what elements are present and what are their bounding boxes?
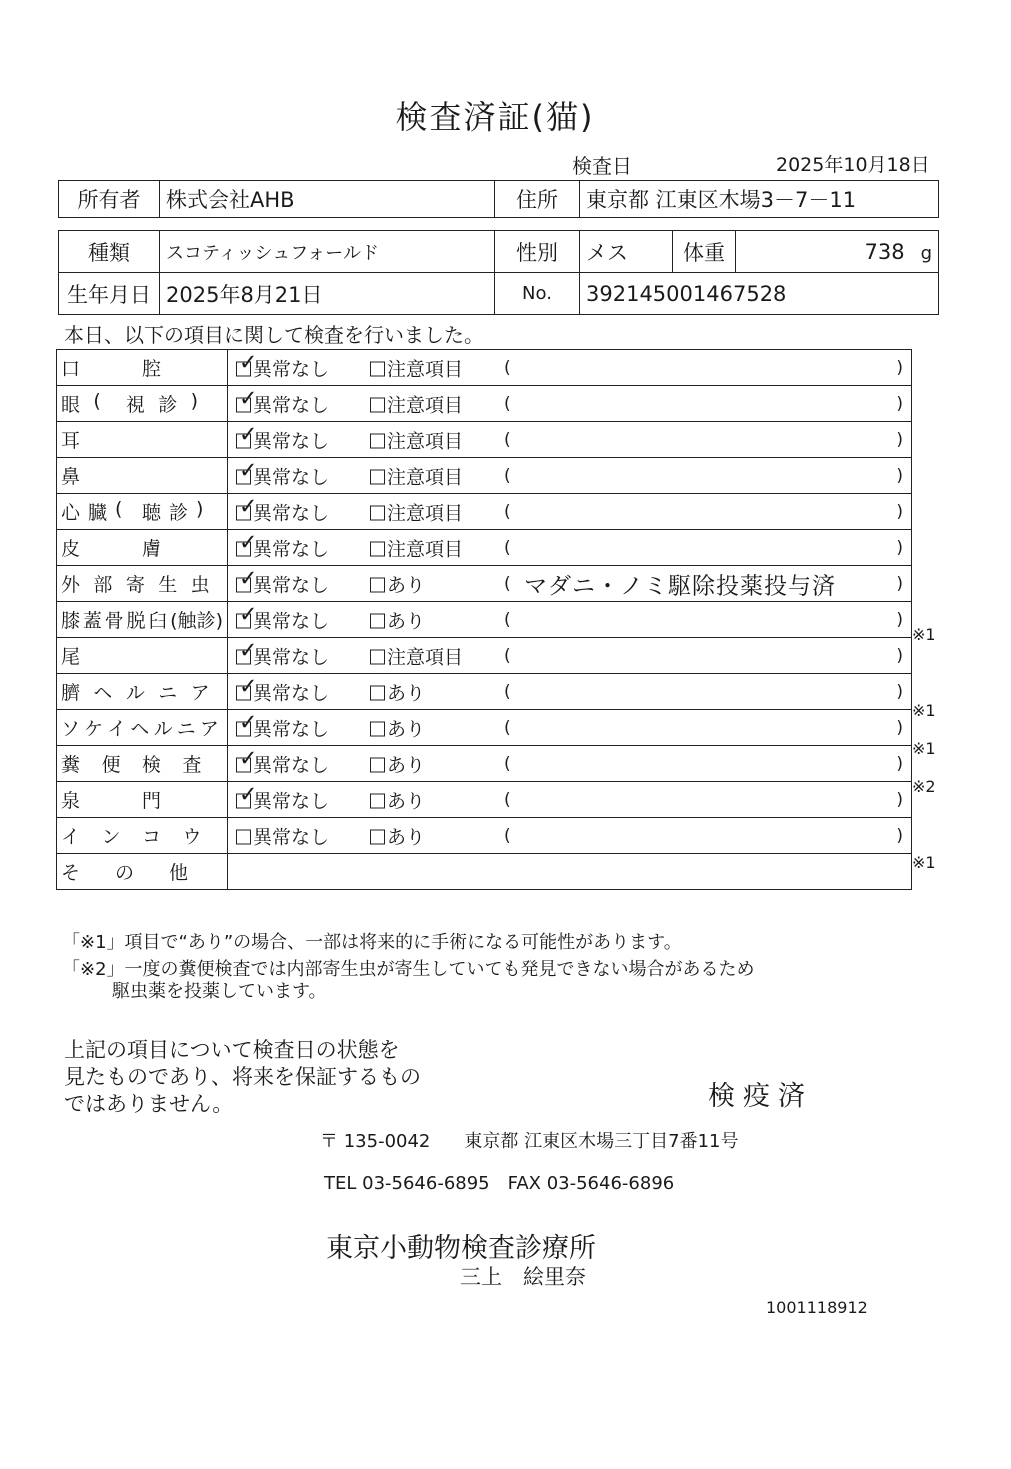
checkbox-icon [370, 685, 385, 700]
close-paren: ) [896, 393, 903, 414]
check-mark-icon: ✓ [239, 494, 258, 519]
no-abnormality-checkbox[interactable] [236, 674, 330, 705]
checkbox-icon [370, 469, 385, 484]
pet-table [58, 230, 939, 315]
dob-label: 生年月日 [59, 273, 160, 315]
document-number: 1001118912 [766, 1298, 868, 1317]
item-name-part: ) [190, 390, 199, 412]
footnote-marker: ※1 [912, 624, 936, 644]
item-name-part: ニ [176, 718, 196, 740]
inspection-row [57, 782, 912, 818]
option-label: 注意項目 [387, 502, 464, 524]
close-paren: ) [896, 357, 903, 378]
inspection-date: 2025年10月18日 [776, 154, 930, 176]
item-name-part: コ [142, 826, 162, 848]
close-paren: ) [896, 789, 903, 810]
option-label: 異常なし [253, 826, 330, 848]
check-mark-icon: ✓ [239, 566, 258, 591]
breed-label: 種類 [59, 231, 160, 273]
close-paren: ) [896, 609, 903, 630]
clinic-fax: FAX 03-5646-6896 [507, 1173, 675, 1194]
item-result-cell [228, 674, 912, 710]
close-paren: ) [896, 537, 903, 558]
item-name-part: 泉 [61, 790, 81, 812]
item-name-part: 臓 [88, 502, 108, 524]
option-label: 注意項目 [387, 466, 464, 488]
checkbox-icon [370, 505, 385, 520]
option-label: 異常なし [253, 790, 330, 812]
inspection-row [57, 386, 912, 422]
item-name-part: 耳 [61, 430, 81, 452]
no-abnormality-checkbox[interactable] [236, 822, 329, 849]
open-paren: ( [504, 573, 511, 594]
quarantine-stamp: 検疫済 [708, 1081, 813, 1112]
option-label: 注意項目 [387, 394, 464, 416]
close-paren: ) [896, 681, 903, 702]
item-name-part: ソ [61, 718, 81, 740]
item-name-part: 蓋 [82, 610, 102, 632]
weight-cell [736, 231, 939, 273]
inspection-date-label: 検査日 [572, 154, 632, 178]
item-name-part: (触 [170, 610, 197, 632]
item-name-part: 鼻 [61, 466, 81, 488]
finding-checkbox[interactable] [370, 426, 463, 453]
open-paren: ( [504, 357, 511, 378]
item-name-part: ) [196, 498, 204, 520]
finding-checkbox[interactable] [370, 642, 463, 669]
footnote-marker: ※1 [912, 853, 936, 873]
footnote-marker: ※1 [912, 700, 936, 720]
item-result-cell [228, 602, 912, 638]
check-mark-icon: ✓ [239, 674, 258, 699]
checkbox-icon [236, 350, 258, 376]
inspection-row [57, 818, 912, 854]
item-name-part: 膚 [142, 538, 162, 560]
clinic-phone-line [324, 1173, 674, 1194]
breed-value: スコティッシュフォールド [160, 231, 495, 273]
checkbox-icon [370, 397, 385, 412]
clinic-tel: TEL 03-5646-6895 [324, 1173, 490, 1194]
item-name-cell [57, 530, 228, 566]
weight-value: 738 [864, 239, 905, 264]
item-name-part: 診 [158, 394, 178, 416]
option-label: 注意項目 [387, 430, 464, 452]
item-name-part: 脱 [126, 610, 146, 632]
finding-checkbox[interactable] [370, 750, 425, 777]
option-label: 異常なし [253, 358, 330, 380]
option-label: 異常なし [253, 574, 330, 596]
item-name-part: 糞 [61, 754, 81, 776]
inspection-row [57, 602, 912, 638]
item-name-cell [57, 494, 228, 530]
item-name-part: イ [61, 826, 81, 848]
no-abnormality-checkbox[interactable] [236, 746, 330, 777]
option-label: あり [387, 790, 426, 812]
check-mark-icon: ✓ [239, 782, 258, 807]
item-result-cell [228, 350, 912, 386]
close-paren: ) [896, 429, 903, 450]
open-paren: ( [504, 789, 511, 810]
footnote-2-line1: 「※2」一度の糞便検査では内部寄生虫が寄生していても発見できない場合があるため [62, 959, 755, 980]
option-label: 異常なし [253, 394, 330, 416]
item-name-part: 他 [169, 862, 189, 884]
sex-label: 性別 [495, 231, 580, 273]
item-name-part: 皮 [61, 538, 81, 560]
item-name-part: ル [153, 718, 173, 740]
weight-unit: g [920, 242, 932, 264]
item-result-cell [228, 782, 912, 818]
no-abnormality-checkbox[interactable] [236, 386, 330, 417]
inspection-items-table [56, 349, 912, 890]
checkbox-icon [370, 361, 385, 376]
item-name-part: 口 [61, 358, 81, 380]
open-paren: ( [504, 753, 511, 774]
item-name-cell [57, 782, 228, 818]
check-mark-icon: ✓ [239, 746, 258, 771]
open-paren: ( [504, 717, 511, 738]
open-paren: ( [504, 681, 511, 702]
open-paren: ( [504, 393, 511, 414]
checkbox-icon [370, 613, 385, 628]
option-label: あり [387, 574, 426, 596]
no-value: 392145001467528 [580, 273, 939, 315]
item-name-part: 腔 [142, 358, 162, 380]
item-name-part: 部 [93, 574, 113, 596]
item-name-part: 門 [142, 790, 162, 812]
open-paren: ( [504, 825, 511, 846]
finding-checkbox[interactable] [370, 714, 425, 741]
item-name-cell [57, 458, 228, 494]
option-label: あり [387, 718, 426, 740]
item-result-cell [228, 422, 912, 458]
checkbox-icon [370, 793, 385, 808]
inspection-row [57, 566, 912, 602]
check-mark-icon: ✓ [239, 350, 258, 375]
footnote-2-line2: 駆虫薬を投薬しています。 [112, 981, 327, 1002]
inspection-row [57, 494, 912, 530]
item-name-part: 膝 [61, 610, 81, 632]
close-paren: ) [896, 573, 903, 594]
close-paren: ) [896, 753, 903, 774]
item-name-part: 視 [125, 394, 145, 416]
checkbox-icon [236, 829, 251, 844]
checkbox-icon [370, 757, 385, 772]
dob-value: 2025年8月21日 [160, 273, 495, 315]
disclaimer-line2: 見たものであり、将来を保証するもの [64, 1065, 421, 1089]
option-label: あり [387, 754, 426, 776]
item-name-part: イ [107, 718, 127, 740]
open-paren: ( [504, 645, 511, 666]
finding-checkbox[interactable] [370, 606, 425, 633]
option-label: 異常なし [253, 502, 330, 524]
check-mark-icon: ✓ [239, 710, 258, 735]
item-name-cell [57, 818, 228, 854]
option-label: 異常なし [253, 718, 330, 740]
inspection-row [57, 422, 912, 458]
item-result-cell [228, 566, 912, 602]
close-paren: ) [896, 501, 903, 522]
inspection-row [57, 638, 912, 674]
item-result-cell [228, 386, 912, 422]
item-name-part: 診 [169, 502, 189, 524]
checkbox-icon [370, 433, 385, 448]
no-abnormality-checkbox[interactable] [236, 530, 330, 561]
no-abnormality-checkbox[interactable] [236, 422, 330, 453]
item-name-cell [57, 350, 228, 386]
option-label: 異常なし [253, 430, 330, 452]
checkbox-icon [370, 577, 385, 592]
item-result-cell [228, 710, 912, 746]
finding-checkbox[interactable] [370, 498, 463, 525]
item-name-cell [57, 386, 228, 422]
no-abnormality-checkbox[interactable] [236, 350, 330, 381]
item-name-part: ア [190, 682, 210, 704]
item-name-part: 心 [61, 502, 81, 524]
item-name-cell [57, 746, 228, 782]
item-name-part: 骨 [104, 610, 124, 632]
open-paren: ( [504, 609, 511, 630]
checkbox-icon [236, 782, 258, 808]
no-label: No. [495, 273, 580, 315]
item-result-cell [228, 638, 912, 674]
item-name-cell [57, 674, 228, 710]
item-result-cell [228, 494, 912, 530]
item-name-part: ア [199, 718, 219, 740]
disclaimer-line1: 上記の項目について検査日の状態を [64, 1038, 400, 1062]
finding-checkbox[interactable] [370, 822, 425, 849]
close-paren: ) [896, 645, 903, 666]
item-result-cell [228, 530, 912, 566]
checkbox-icon [370, 721, 385, 736]
option-label: 異常なし [253, 466, 330, 488]
item-name-part: 尾 [61, 646, 81, 668]
open-paren: ( [504, 537, 511, 558]
option-label: あり [387, 826, 426, 848]
item-note: マダニ・ノミ駆除投薬投与済 [524, 573, 836, 599]
item-name-part: 臼 [148, 610, 168, 632]
item-name-cell [57, 566, 228, 602]
item-name-part: ヘ [130, 718, 150, 740]
option-label: 注意項目 [387, 538, 464, 560]
checkbox-icon [236, 422, 258, 448]
item-name-cell [57, 710, 228, 746]
checkbox-icon [236, 746, 258, 772]
item-name-part: 聴 [142, 502, 162, 524]
clinic-address: 東京都 江東区木場三丁目7番11号 [464, 1131, 739, 1152]
check-mark-icon: ✓ [239, 458, 258, 483]
option-label: 注意項目 [387, 358, 464, 380]
item-name-cell [57, 854, 228, 890]
checkbox-icon [236, 458, 258, 484]
footnote-marker: ※1 [912, 739, 936, 758]
checkbox-icon [236, 674, 258, 700]
item-name-part: ケ [84, 718, 104, 740]
inspection-row-other [57, 854, 912, 890]
inspection-row [57, 350, 912, 386]
finding-checkbox[interactable] [370, 678, 425, 705]
item-name-part: ( [115, 498, 123, 520]
item-name-cell [57, 638, 228, 674]
item-name-cell [57, 422, 228, 458]
check-mark-icon: ✓ [239, 422, 258, 447]
option-label: あり [387, 682, 426, 704]
disclaimer-line3: ではありません。 [64, 1092, 234, 1116]
item-name-part: 査 [182, 754, 202, 776]
item-name-part: ウ [182, 826, 202, 848]
item-name-part: の [115, 862, 135, 884]
close-paren: ) [896, 717, 903, 738]
inspection-row [57, 530, 912, 566]
checkbox-icon [236, 566, 258, 592]
no-abnormality-checkbox[interactable] [236, 494, 330, 525]
item-name-part: そ [61, 862, 81, 884]
veterinarian-name: 三上 絵里奈 [460, 1265, 586, 1289]
finding-checkbox[interactable] [370, 570, 425, 597]
finding-checkbox[interactable] [370, 390, 463, 417]
item-name-part: 眼 [61, 394, 81, 416]
close-paren: ) [896, 825, 903, 846]
option-label: 異常なし [253, 646, 330, 668]
checkbox-icon [370, 649, 385, 664]
no-abnormality-checkbox[interactable] [236, 458, 330, 489]
address-label: 住所 [495, 181, 580, 218]
checkbox-icon [236, 710, 258, 736]
inspection-row [57, 710, 912, 746]
item-result-cell [228, 746, 912, 782]
option-label: 異常なし [253, 610, 330, 632]
clinic-name: 東京小動物検査診療所 [326, 1233, 596, 1264]
footnote-marker: ※2 [912, 777, 936, 797]
document-title: 検査済証(猫) [395, 98, 595, 136]
checkbox-icon [236, 530, 258, 556]
item-name-part: ヘ [93, 682, 113, 704]
clinic-postal: 〒 135-0042 [320, 1131, 431, 1152]
item-name-part: 寄 [125, 574, 145, 596]
inspection-row [57, 458, 912, 494]
no-abnormality-checkbox[interactable] [236, 566, 330, 597]
item-name-part: ン [101, 826, 121, 848]
item-result-cell [228, 818, 912, 854]
item-name-part: ル [125, 682, 145, 704]
check-mark-icon: ✓ [239, 530, 258, 555]
check-mark-icon: ✓ [239, 386, 258, 411]
other-notes-cell [228, 854, 912, 890]
finding-checkbox[interactable] [370, 786, 425, 813]
checkbox-icon [236, 494, 258, 520]
finding-checkbox[interactable] [370, 534, 463, 561]
checkbox-icon [370, 541, 385, 556]
item-result-cell [228, 458, 912, 494]
item-name-part: 検 [142, 754, 162, 776]
open-paren: ( [504, 501, 511, 522]
checkbox-icon [370, 829, 385, 844]
item-name-cell [57, 602, 228, 638]
item-name-part: 生 [158, 574, 178, 596]
clinic-address-line [320, 1127, 738, 1153]
item-name-part: 外 [61, 574, 81, 596]
option-label: 注意項目 [387, 646, 464, 668]
inspection-row [57, 746, 912, 782]
finding-checkbox[interactable] [370, 462, 463, 489]
owner-table [58, 180, 939, 218]
footnote-1: 「※1」項目で“あり”の場合、一部は将来的に手術になる可能性があります。 [62, 932, 682, 953]
checkbox-icon [236, 386, 258, 412]
open-paren: ( [504, 429, 511, 450]
intro-text: 本日、以下の項目に関して検査を行いました。 [64, 323, 484, 347]
item-name-part: 虫 [190, 574, 210, 596]
no-abnormality-checkbox[interactable] [236, 638, 330, 669]
option-label: 異常なし [253, 538, 330, 560]
address-value: 東京都 江東区木場3－7－11 [580, 181, 939, 218]
open-paren: ( [504, 465, 511, 486]
no-abnormality-checkbox[interactable] [236, 710, 330, 741]
checkbox-icon [236, 602, 258, 628]
check-mark-icon: ✓ [239, 602, 258, 627]
owner-label: 所有者 [59, 181, 160, 218]
item-name-part: 臍 [61, 682, 81, 704]
finding-checkbox[interactable] [370, 354, 463, 381]
inspection-row [57, 674, 912, 710]
close-paren: ) [896, 465, 903, 486]
option-label: 異常なし [253, 754, 330, 776]
check-mark-icon: ✓ [239, 638, 258, 663]
item-name-part: ( [93, 390, 101, 412]
owner-value: 株式会社AHB [160, 181, 495, 218]
item-name-part: 診) [196, 610, 223, 632]
item-name-part: ニ [158, 682, 178, 704]
sex-value: メス [580, 231, 673, 273]
item-name-part: 便 [101, 754, 121, 776]
checkbox-icon [236, 638, 258, 664]
no-abnormality-checkbox[interactable] [236, 782, 330, 813]
no-abnormality-checkbox[interactable] [236, 602, 330, 633]
weight-label: 体重 [673, 231, 736, 273]
option-label: 異常なし [253, 682, 330, 704]
option-label: あり [387, 610, 426, 632]
